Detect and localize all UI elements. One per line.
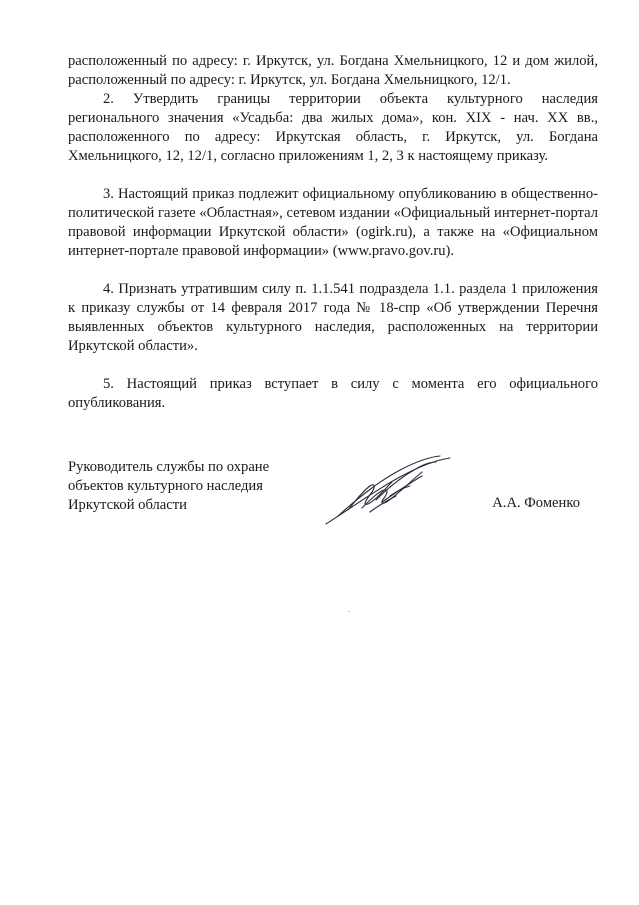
signer-position-line-2: объектов культурного наследия <box>68 478 263 494</box>
signer-name: А.А. Фоменко <box>492 495 580 511</box>
paragraph-3: 3. Настоящий приказ подлежит официальному опубликованию в общественно-политической газете «Областная», сетевом издании «Официальный интернет-портал правовой информации Иркутской области» (ogirk.ru), а также на «Официальном интернет-портале правовой информации» (www.pravo.gov.ru). <box>68 186 598 259</box>
document-body <box>68 52 598 413</box>
handwritten-signature <box>318 450 458 530</box>
paragraph-2: 2. Утвердить границы территории объекта культурного наследия регионального значения «Усадьба: два жилых дома», кон. XIX - нач. XX вв., расположенного по адресу: Иркутская область, г. Иркутск, ул. Богдана Хмельницкого, 12, 12/1, согласно приложениям 1, 2, 3 к настоящему приказу. <box>68 91 598 164</box>
paragraph-5: 5. Настоящий приказ вступает в силу с момента его официального опубликования. <box>68 376 598 411</box>
signer-position-line-1: Руководитель службы по охране <box>68 459 270 475</box>
signer-position-line-3: Иркутской области <box>68 497 187 513</box>
paragraph-continuation: расположенный по адресу: г. Иркутск, ул. Богдана Хмельницкого, 12 и дом жилой, расположенный по адресу: г. Иркутск, ул. Богдана Хмельницкого, 12/1. <box>68 53 598 88</box>
paragraph-4: 4. Признать утратившим силу п. 1.1.541 подраздела 1.1. раздела 1 приложения к приказу службы от 14 февраля 2017 года № 18-спр «Об утверждении Перечня выявленных объектов культурного наследия, расположенных на территории Иркутской области». <box>68 281 598 354</box>
signature-block <box>68 458 598 528</box>
signer-position <box>68 458 308 515</box>
scan-speck <box>348 611 350 612</box>
